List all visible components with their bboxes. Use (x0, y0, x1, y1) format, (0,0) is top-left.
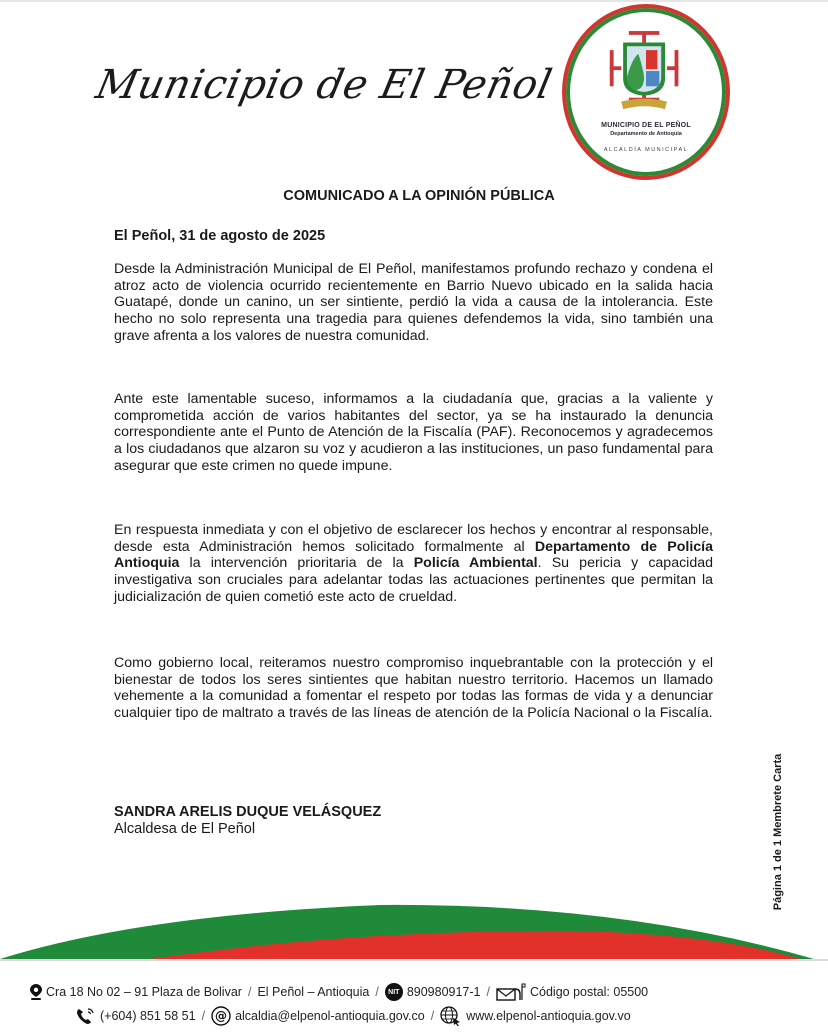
seal-text-municipality: MUNICIPIO DE EL PEÑOL (601, 122, 691, 129)
mailbox-icon (496, 983, 526, 1001)
location-pin-icon (30, 984, 42, 1000)
page-indicator: Página 1 de 1 Membrete Carta (772, 753, 784, 911)
seal-text-alcaldia: ALCALDÍA MUNICIPAL (603, 147, 689, 153)
footer-city: El Peñol – Antioquia (257, 985, 370, 999)
environmental-police-emphasis: Policía Ambiental (413, 555, 538, 572)
footer-email[interactable]: alcaldia@elpenol-antioquia.gov.co (235, 1009, 425, 1023)
footer-contact-line (76, 1006, 631, 1026)
top-border (0, 0, 828, 2)
footer-website[interactable]: www.elpenol-antioquia.gov.vo (466, 1009, 631, 1023)
signer-role: Alcaldesa de El Peñol (114, 821, 256, 837)
email-at-icon (211, 1006, 231, 1026)
footer-phone: (+604) 851 58 51 (100, 1009, 196, 1023)
globe-icon (440, 1006, 462, 1026)
signer-name: SANDRA ARELIS DUQUE VELÁSQUEZ (114, 804, 382, 820)
paragraph-3 (114, 522, 713, 606)
separator: / (430, 1009, 435, 1023)
paragraph-3-text: la intervención prioritaria de la (179, 555, 414, 572)
separator: / (375, 985, 379, 999)
municipal-seal (562, 4, 730, 180)
nit-icon: NIT (385, 983, 403, 1001)
dateline: El Peñol, 31 de agosto de 2025 (114, 228, 326, 244)
separator: / (201, 1009, 206, 1023)
phone-icon (76, 1007, 96, 1025)
footer-nit: 890980917-1 (406, 985, 481, 999)
police-department-emphasis: Departamento de Policía Antioquia (114, 538, 713, 572)
footer-address: Cra 18 No 02 – 91 Plaza de Bolivar (46, 985, 242, 999)
document-title: COMUNICADO A LA OPINIÓN PÚBLICA (283, 188, 555, 204)
paragraph-4: Como gobierno local, reiteramos nuestro compromiso inquebrantable con la protección y el bienestar de todos los seres sintientes que habitan nuestro territorio. Hacemos un llamado vehemente a la comunidad a fomentar el respeto por todas las formas de vida y a denunciar cualquier tipo de maltrato a través de las líneas de atención de la Policía Nacional o la Fiscalía. (114, 655, 713, 722)
paragraph-2: Ante este lamentable suceso, informamos a la ciudadanía que, gracias a la valiente y comprometida acción de varios habitantes del sector, ya se ha instaurado la denuncia correspondiente ante el Punto de Atención de la Fiscalía (PAF). Reconocemos y agradecemos a los ciudadanos que alzaron su voz y acudieron a las instituciones, un paso fundamental para asegurar que este crimen no quede impune. (114, 391, 713, 474)
letterhead-title: Municipio de El Peñol (92, 62, 557, 108)
separator: / (247, 985, 252, 999)
footer-postal-code: Código postal: 05500 (529, 985, 649, 999)
footer-address-line (30, 983, 648, 1001)
svg-text:@: @ (215, 1009, 228, 1023)
paragraph-1: Desde la Administración Municipal de El Peñol, manifestamos profundo rechazo y condena el atroz acto de violencia ocurrido recientemente en Barrio Nuevo ubicado en la salida hacia Guatapé, donde un canino, un ser sintiente, perdió la vida a causa de la intolerancia. Este hecho no solo representa una tragedia para quienes defendemos la vida, sino también una grave afrenta a los valores de nuestra comunidad. (114, 261, 713, 344)
footer-wave-decoration (0, 895, 828, 965)
separator: / (486, 985, 490, 999)
seal-text-department: Departamento de Antioquia (610, 131, 682, 137)
paragraph-3-text: . Su pericia y capacidad investigativa son cruciales para adelantar todas las actuaciones pertinentes que permitan la judicialización de quien cometió este acto de crueldad. (114, 555, 714, 605)
paragraph-3-text: En respuesta inmediata y con el objetivo de esclarecer los hechos y encontrar al responsable, desde esta Administración hemos solicitado formalmente al (114, 522, 713, 555)
